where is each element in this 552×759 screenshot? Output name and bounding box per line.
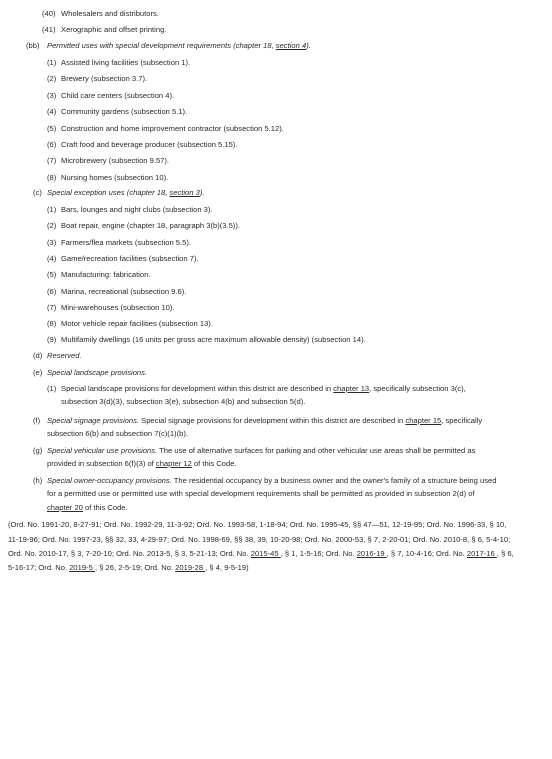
section-4-link[interactable]: section 4 [275,41,307,50]
history-note-line: 11-19-96; Ord. No. 1997-23, §§ 32, 33, 4-29-97; Ord. No. 1998-69, §§ 38, 39, 10-20-98; Ord. No. 2000-53, § 7, 2-20-01; Ord. No. 2010-8, § 6, 5-4-10; [8,535,511,544]
section-heading-e: Special landscape provisions. [47,368,148,377]
list-item-text: Marina, recreational (subsection 9.6). [61,286,187,296]
ordinance-link[interactable]: 2016-19 [356,549,387,558]
item-number: (6) [47,140,57,149]
item-number: (5) [47,123,57,133]
item-number: (41) [42,25,56,34]
item-number: (2) [47,221,57,231]
item-number: (7) [47,156,57,166]
paragraph-line: subsection 3(d)(3), subsection 3(e), subsection 4(b) and subsection 5(d). [61,397,306,406]
item-number: (8) [47,172,57,182]
item-number: (40) [42,9,56,18]
section-heading-h: Special owner-occupancy provisions. [47,476,172,485]
item-number: (2) [47,74,57,84]
list-item-text: Multifamily dwellings (16 units per gross acre maximum allowable density) (subsection 14). [61,335,366,345]
item-number: (7) [47,302,57,312]
list-item-text: Farmers/flea markets (subsection 5.5). [61,237,191,247]
section-heading-c: Special exception uses (chapter 18, section 3). [47,188,205,197]
paragraph-line: Special vehicular use provisions. The use of alternative surfaces for parking and other vehicular use areas shall be permitted as [47,446,476,455]
section-heading-d: Reserved. [47,351,82,360]
list-item-text: Community gardens (subsection 5.1). [61,107,188,117]
paragraph-line: Special owner-occupancy provisions. The residential occupancy by a business owner and the owner's family of a structure being used [47,476,497,485]
section-number: (d) [33,351,43,360]
item-number: (5) [47,270,57,280]
history-note-line: (Ord. No. 1991-20, 8-27-91; Ord. No. 1992-29, 11-3-92; Ord. No. 1993-58, 1-18-94; Ord. No. 1995-45, §§ 47—51, 12-19-95; Ord. No. 1996-33, § 10, [8,520,507,529]
section-number: (g) [33,446,43,455]
list-item-text: Nursing homes (subsection 10). [61,172,169,182]
paragraph-line: for a permitted use or permitted use with special development requirements shall be permitted as provided in subsection 2(d) of [47,489,475,498]
list-item-text: Craft food and beverage producer (subsection 5.15). [61,140,238,149]
chapter-12-link[interactable]: chapter 12 [155,459,192,468]
list-item-text: Xerographic and offset printing. [61,25,167,34]
item-number: (1) [47,58,57,67]
list-item-text: Bars, lounges and night clubs (subsection 3). [61,205,213,214]
item-number: (6) [47,286,57,296]
ordinance-link[interactable]: 2017-16 [466,549,497,558]
list-item-text: Game/recreation facilities (subsection 7). [61,253,199,263]
list-item-text: Construction and home improvement contractor (subsection 5.12). [61,123,284,133]
list-item-text: Boat repair, engine (chapter 18, paragraph 3(b)(3.5)). [61,221,240,231]
history-note-line: Ord. No. 2010-17, § 3, 7-20-10; Ord. No. 2013-5, § 3, 5-21-13; Ord. No. 2015-45 , § 1, 1-5-16; Ord. No. 2016-19 , § 7, 10-4-16; Ord. No. 2017-16 , § 6, [8,549,514,558]
paragraph-line: provided in subsection 6(f)(3) of chapter 12 of this Code. [47,459,237,468]
section-heading-bb: Permitted uses with special development requirements (chapter 18, section 4). [47,41,311,50]
item-number: (4) [47,107,57,117]
item-number: (4) [47,253,57,263]
ordinance-link[interactable]: 2019-5 [69,563,95,572]
paragraph-line: Special landscape provisions for development within this district are described in chapter 13, specifically subsection 3(c), [61,384,466,393]
item-number: (1) [47,205,57,214]
list-item-text: Wholesalers and distributors. [61,9,159,18]
chapter-15-link[interactable]: chapter 15 [405,416,442,425]
section-3-link[interactable]: section 3 [169,188,200,197]
item-number: (3) [47,237,57,247]
list-item-text: Assisted living facilities (subsection 1). [61,58,191,67]
item-number: (8) [47,319,57,329]
list-item-text: Child care centers (subsection 4). [61,90,175,100]
list-item-text: Mini-warehouses (subsection 10). [61,302,175,312]
item-number: (3) [47,90,57,100]
chapter-20-link[interactable]: chapter 20 [47,503,83,512]
list-item-text: Microbrewery (subsection 9.57). [61,156,170,166]
list-item-text: Brewery (subsection 3.7). [61,74,148,84]
list-item-text: Motor vehicle repair facilities (subsection 13). [61,319,213,329]
section-number: (f) [33,416,41,425]
ordinance-link[interactable]: 2015-45 [250,549,281,558]
section-number: (bb) [26,41,40,50]
chapter-13-link[interactable]: chapter 13 [333,384,370,393]
section-number: (e) [33,368,43,377]
section-number: (c) [33,188,42,197]
section-heading-f: Special signage provisions. [47,416,140,425]
ordinance-link[interactable]: 2019-28 [175,563,206,572]
item-number: (1) [47,384,57,393]
item-number: (9) [47,335,57,345]
section-number: (h) [33,476,43,485]
paragraph-line: subsection 6(b) and subsection 7(c)(1)(b). [47,429,188,438]
paragraph-line: chapter 20 of this Code. [47,503,128,512]
paragraph-line: Special signage provisions. Special signage provisions for development within this district are described in chapter 15, specifically [47,416,483,425]
list-item-text: Manufacturing: fabrication. [61,270,151,280]
section-heading-g: Special vehicular use provisions. [47,446,158,455]
history-note-line: 5-16-17; Ord. No. 2019-5 , § 26, 2-5-19; Ord. No. 2019-28 , § 4, 9-5-19) [8,563,249,572]
